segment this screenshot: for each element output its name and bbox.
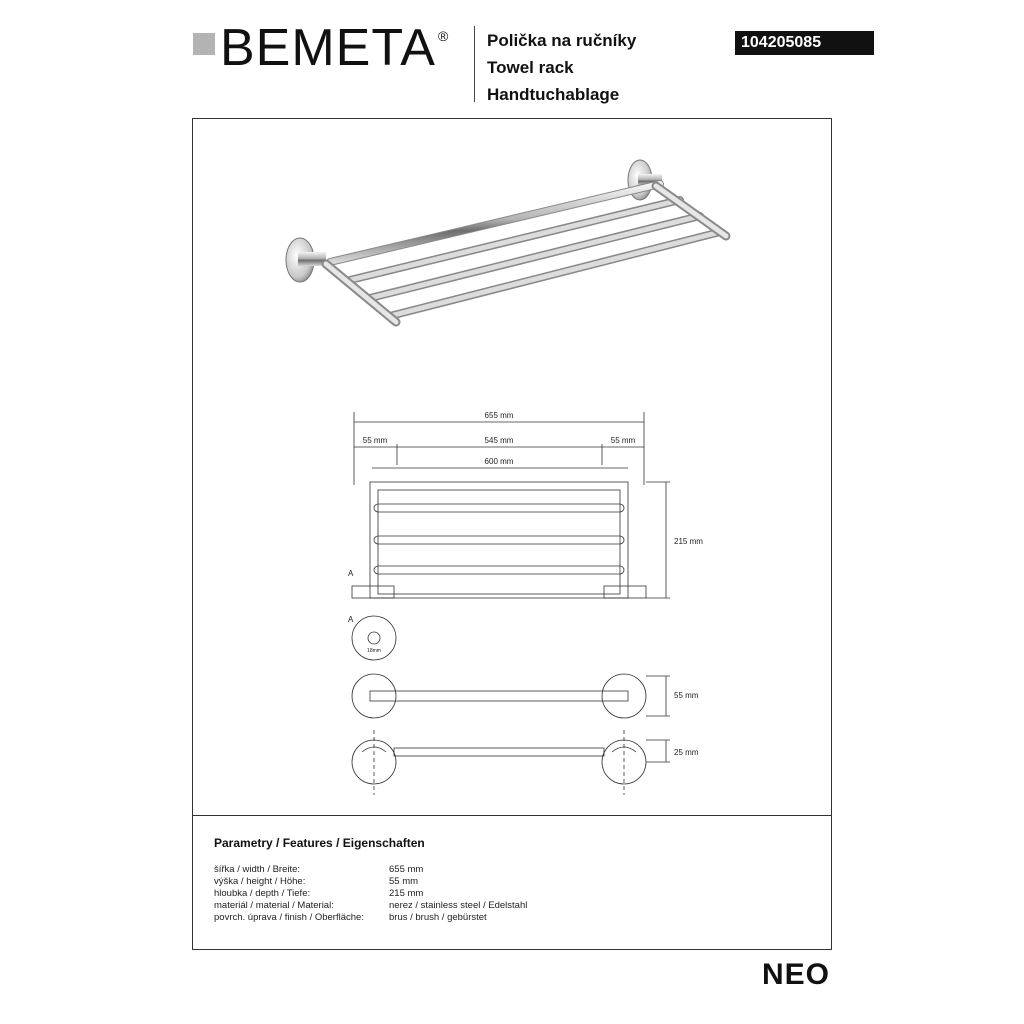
detail-hole-size: 18mm	[367, 648, 381, 654]
detail-label-a-view: A	[348, 615, 354, 624]
feature-value: nerez / stainless steel / Edelstahl	[389, 900, 528, 911]
product-code: 104205085	[735, 31, 874, 55]
logo-square	[193, 33, 215, 55]
technical-drawing	[330, 400, 710, 800]
registered-mark: ®	[438, 28, 449, 44]
dim-right-offset: 55 mm	[610, 436, 636, 445]
title-de: Handtuchablage	[487, 85, 620, 104]
feature-row	[214, 864, 814, 876]
dim-total-width: 655 mm	[484, 411, 514, 420]
wall-mount-left	[286, 238, 326, 282]
feature-row	[214, 900, 814, 912]
dim-rosette-height: 55 mm	[674, 691, 699, 700]
feature-label: hloubka / depth / Tiefe:	[214, 888, 311, 899]
feature-row	[214, 888, 814, 900]
dim-depth: 215 mm	[674, 537, 703, 546]
feature-row	[214, 912, 814, 924]
header-divider	[474, 26, 475, 102]
dim-center-span: 545 mm	[484, 436, 514, 445]
feature-label: výška / height / Höhe:	[214, 876, 306, 887]
header	[0, 0, 1024, 110]
dim-rail-offset: 25 mm	[674, 748, 699, 757]
feature-value: brus / brush / gebürstet	[389, 912, 487, 923]
features-section	[214, 836, 814, 924]
rack-bars	[326, 184, 726, 322]
dim-left-offset: 55 mm	[362, 436, 388, 445]
brand-logo: BEMETA	[220, 19, 436, 77]
product-image	[270, 150, 770, 350]
feature-value: 55 mm	[389, 876, 419, 887]
features-title: Parametry / Features / Eigenschaften	[214, 836, 425, 850]
feature-value: 655 mm	[389, 864, 424, 875]
product-titles	[487, 27, 636, 108]
detail-label-a: A	[348, 569, 354, 578]
dim-bar-length: 600 mm	[484, 457, 514, 466]
feature-label: materiál / material / Material:	[214, 900, 334, 911]
frame-divider	[192, 815, 832, 816]
series-name: NEO	[762, 958, 831, 991]
title-cs: Polička na ručníky	[487, 31, 637, 50]
feature-row	[214, 876, 814, 888]
feature-label: šířka / width / Breite:	[214, 864, 301, 875]
title-en: Towel rack	[487, 58, 574, 77]
feature-label: povrch. úprava / finish / Oberfläche:	[214, 912, 364, 923]
feature-value: 215 mm	[389, 888, 424, 899]
